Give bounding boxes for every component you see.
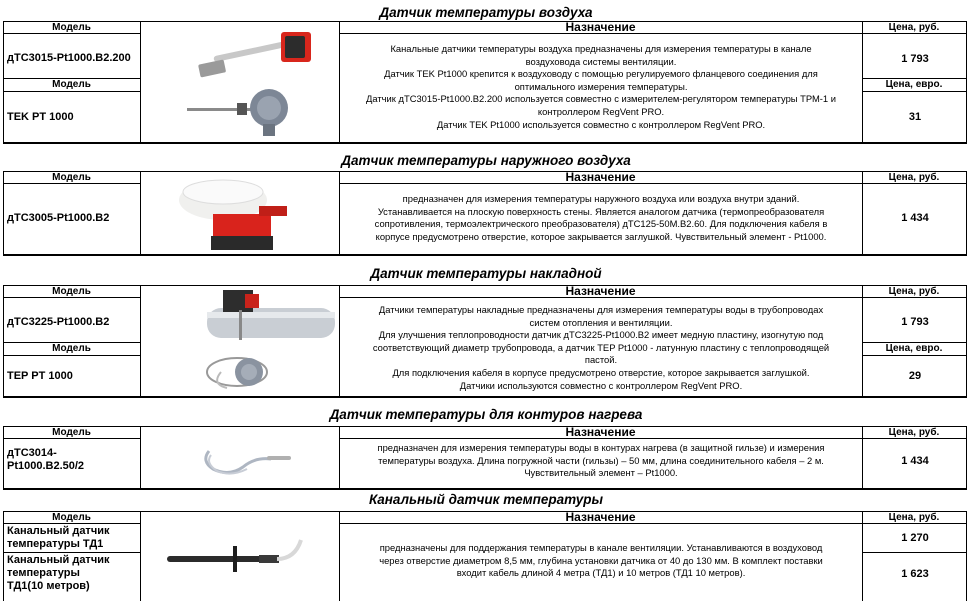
- price-value: 1 434: [901, 212, 929, 224]
- header-price-eur: Цена, евро.: [885, 79, 943, 90]
- model-name: Канальный датчик температуры ТД1: [7, 525, 110, 550]
- outdoor-sensor-image: [173, 176, 293, 256]
- header-model: Модель: [52, 172, 91, 183]
- product-description: Канальные датчики температуры воздуха предназначены для измерения температуры в канале воздуховода системы вентиляции. Датчик TEK Pt1000 крепится к воздуховоду с помощью регулируемого фланцевого соединения для оптимального измерения температуры. Датчик дТС3015-Pt1000.В2.200 используется совместно с измерителем-регулятором температуры ТРМ-1 и контроллером RegVent PRO. Датчик TEK Pt1000 используется совместно с контроллером RegVent PRO.: [366, 43, 836, 130]
- product-description: предназначен для измерения температуры наружного воздуха или воздуха внутри зданий. Устанавливается на плоскую поверхность стены. Является аналогом датчика (термопреобразователя сопротивления, термоэлектрического преобразователя) дТС125-50М.В2.60. Для подключения кабеля в корпусе предусмотрено отверстие, которое закрывается заглушкой. Чувствительный элемент - Pt1000.: [374, 193, 828, 242]
- price-value: 1 793: [901, 316, 929, 328]
- section-title-duct-sensor: Канальный датчик температуры: [368, 492, 604, 507]
- model-name: дТС3015-Pt1000.В2.200: [7, 52, 131, 64]
- td1-sensor-image: [163, 526, 313, 586]
- table-outdoor-temp: [3, 171, 967, 256]
- price-value: 1 434: [901, 455, 929, 467]
- model-name: дТС3005-Pt1000.В2: [7, 212, 110, 224]
- section-title-surface-temp: Датчик температуры накладной: [370, 266, 602, 281]
- header-model: Модель: [52, 22, 91, 33]
- section-title-air-temp: Датчик температуры воздуха: [379, 5, 593, 20]
- header-purpose: Назначение: [565, 425, 636, 439]
- product-description: предназначены для поддержания температуры в канале вентиляции. Устанавливаются в воздуховод через отверстие диаметром 8,5 мм, глубина установки датчика от 40 до 130 мм. В комплект поставки входит кабель длиной 4 метра (ТД1) и 10 метров (ТД1 10 метров).: [379, 542, 823, 579]
- table-air-temp: [3, 21, 967, 144]
- model-name: TEK PT 1000: [7, 111, 74, 123]
- header-purpose: Назначение: [565, 284, 636, 298]
- header-price-rub: Цена, руб.: [888, 22, 940, 33]
- table-heating-circuit: [3, 426, 967, 490]
- model-name: TEP PT 1000: [7, 370, 73, 382]
- header-model: Модель: [52, 343, 91, 354]
- header-price-eur: Цена, евро.: [885, 343, 943, 354]
- price-value: 29: [908, 370, 922, 382]
- header-purpose: Назначение: [565, 20, 636, 34]
- header-price-rub: Цена, руб.: [888, 286, 940, 297]
- header-model: Модель: [52, 286, 91, 297]
- header-price-rub: Цена, руб.: [888, 512, 940, 523]
- price-value: 31: [908, 111, 922, 123]
- model-name: Канальный датчик температуры ТД1(10 метров): [7, 554, 110, 592]
- table-surface-temp: [3, 285, 967, 398]
- header-model: Модель: [52, 79, 91, 90]
- header-purpose: Назначение: [565, 170, 636, 184]
- price-value: 1 623: [901, 568, 929, 580]
- product-description: предназначен для измерения температуры воды в контурах нагрева (в защитной гильзе) и измерения температуры воздуха. Длина погружной части (гильзы) – 50 мм, длина соединительного кабеля – 2 м. Чувствительный элемент – Pt1000.: [377, 442, 825, 479]
- surface-sensor-image: [205, 288, 337, 346]
- tep-sensor-image: [201, 348, 291, 394]
- heating-sensor-image: [199, 431, 299, 481]
- model-name: дТС3225-Pt1000.В2: [7, 316, 110, 328]
- header-model: Модель: [52, 512, 91, 523]
- duct-sensor-image: [193, 26, 323, 82]
- header-purpose: Назначение: [565, 510, 636, 524]
- section-title-outdoor-temp: Датчик температуры наружного воздуха: [341, 153, 631, 168]
- header-price-rub: Цена, руб.: [888, 427, 940, 438]
- header-price-rub: Цена, руб.: [888, 172, 940, 183]
- price-value: 1 793: [901, 53, 929, 65]
- header-model: Модель: [52, 427, 91, 438]
- section-title-heating-circuit: Датчик температуры для контуров нагрева: [329, 407, 643, 422]
- model-name: дТС3014- Pt1000.В2.50/2: [7, 447, 85, 472]
- product-description: Датчики температуры накладные предназначены для измерения температуры воды в трубопроводах систем отопления и вентиляции. Для улучшения теплопроводности датчик дТС3225-Pt1000.В2 имеет медную пластину, изогнутую под соответствующий диаметр трубопровода, а датчик TEP Pt1000 - латунную пластину с теплопроводящей пастой. Для подключения кабеля в корпусе предусмотрено отверстие, которое закрывается заглушкой. Датчики используются совместно с контроллером RegVent PRO.: [372, 304, 830, 391]
- price-value: 1 270: [901, 532, 929, 544]
- tek-sensor-image: [185, 86, 315, 138]
- table-duct-sensor: [3, 511, 967, 600]
